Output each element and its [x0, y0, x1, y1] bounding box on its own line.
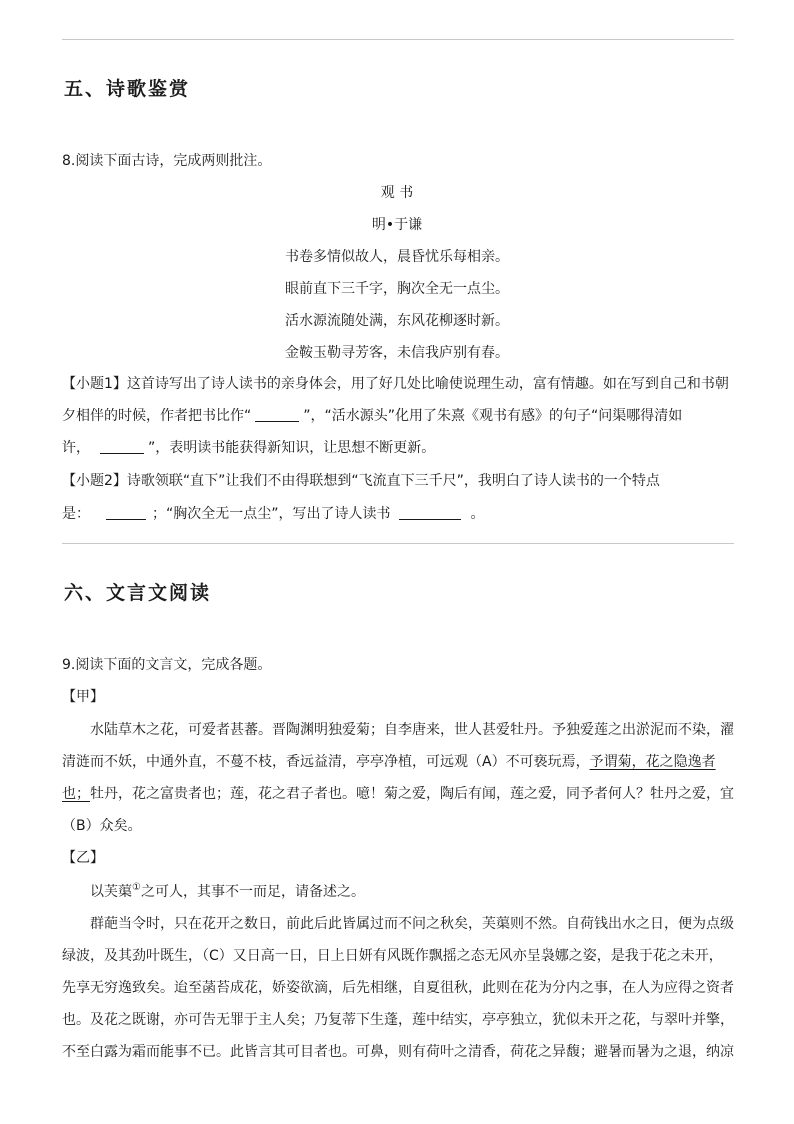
sub2-text: 。 — [470, 506, 485, 522]
sub1-text: ”，“活水源头”化用了朱熹《观书有感》的句子“问渠哪得清如 — [303, 408, 683, 424]
poem-author: 明•于谦 — [371, 217, 423, 233]
sub1-text: ”，表明读书能获得新知识，让思想不断更新。 — [148, 440, 436, 456]
underlined-sentence: 也； — [62, 786, 90, 802]
sub1-line — [62, 406, 682, 426]
passage-text: 之可人，其事不一而足，请备述之。 — [140, 884, 365, 900]
passage-yi-line: 群葩当令时，只在花开之数日，前此后此皆属过而不问之秋矣，芙蕖则不然。自荷钱出水之日，便为点级 — [90, 916, 734, 932]
question-9-prompt: 9.阅读下面的文言文，完成各题。 — [62, 657, 272, 673]
footnote-marker: ① — [132, 882, 141, 893]
poem-line: 活水源流随处满，东风花柳逐时新。 — [285, 313, 509, 329]
question-8-prompt: 8.阅读下面古诗，完成两则批注。 — [62, 153, 272, 169]
top-rule — [62, 39, 734, 40]
poem-line: 金鞍玉勒寻芳客，未信我庐别有春。 — [285, 345, 509, 361]
answer-blank[interactable] — [106, 505, 146, 520]
section-heading-poetry: 五、诗歌鉴赏 — [64, 78, 191, 100]
passage-jia-line — [62, 784, 734, 804]
sub1-text: 许， — [62, 440, 90, 456]
section-heading-classical: 六、文言文阅读 — [64, 582, 212, 604]
passage-yi-line: 绿波，及其劲叶既生，（C）又日高一日，日上日妍有风既作飘摇之态无风亦呈袅娜之姿，是我于花之未开， — [62, 948, 723, 964]
underlined-sentence: 予谓菊，花之隐逸者 — [589, 754, 716, 770]
passage-yi-line: 也。及花之既谢，亦可告无罪于主人矣；乃复蒂下生蓬，莲中结实，亭亭独立，犹似未开之花，与翠叶并擎， — [62, 1012, 734, 1028]
passage-text: 以芙蕖 — [90, 884, 132, 900]
passage-yi-line: 先享无穷逸致矣。迨至菡苔成花，娇姿欲滴，后先相继，自夏徂秋，此则在花为分内之事，在人为应得之资者 — [62, 980, 734, 996]
passage-yi-line — [90, 882, 365, 902]
poem-title: 观 书 — [380, 185, 414, 201]
passage-yi-line: 不至白露为霜而能事不已。此皆言其可目者也。可鼻，则有荷叶之清香，荷花之异馥；避暑而暑为之退，纳凉 — [62, 1044, 734, 1060]
passage-text: 清涟而不妖，中通外直，不蔓不枝，香远益清，亭亭净植，可远观（A）不可亵玩焉， — [62, 754, 590, 770]
answer-blank[interactable] — [399, 505, 461, 520]
passage-label-yi: 【乙】 — [62, 850, 104, 866]
passage-text: 牡丹，花之富贵者也；莲，花之君子者也。噫！菊之爱，陶后有闻，莲之爱，同予者何人？牡丹之爱，宜 — [90, 786, 734, 802]
section-rule — [62, 543, 734, 544]
passage-jia-line — [62, 752, 716, 772]
sub1-line: 【小题1】这首诗写出了诗人读书的亲身体会，用了好几处比喻使说理生动，富有情趣。如在写到自己和书朝 — [62, 376, 729, 392]
answer-blank[interactable] — [255, 407, 299, 422]
sub2-line — [62, 504, 485, 524]
sub2-line: 【小题2】诗歌领联“直下”让我们不由得联想到“飞流直下三千尺”，我明白了诗人读书的一个特点 — [62, 473, 660, 489]
passage-jia-line: （B）众矣。 — [62, 818, 142, 834]
sub1-line — [62, 438, 435, 458]
passage-jia-line: 水陆草木之花，可爱者甚蕃。晋陶渊明独爱菊；自李唐来，世人甚爱牡丹。予独爱莲之出淤泥而不染，濯 — [90, 722, 734, 738]
sub2-text: 是： — [62, 506, 90, 522]
answer-blank[interactable] — [100, 439, 144, 454]
sub2-text: ；“胸次全无一点尘”，写出了诗人读书 — [152, 506, 391, 522]
sub1-text: 夕相伴的时候，作者把书比作“ — [62, 408, 252, 424]
poem-line: 眼前直下三千字，胸次全无一点尘。 — [285, 281, 509, 297]
poem-line: 书卷多情似故人，晨昏忧乐每相亲。 — [285, 249, 509, 265]
passage-label-jia: 【甲】 — [62, 689, 104, 705]
